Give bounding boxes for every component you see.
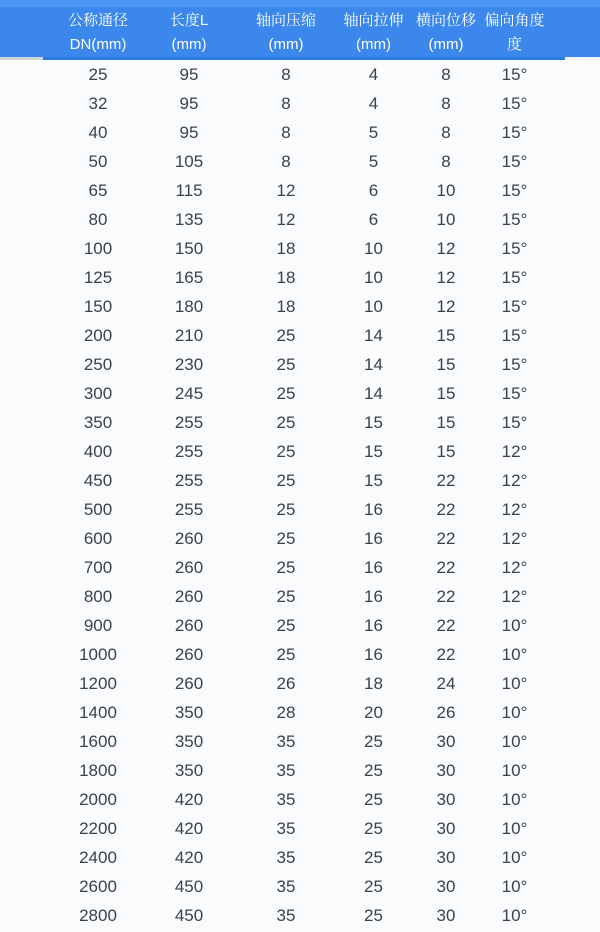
cell-length-l: 450 — [174, 876, 204, 896]
cell-deflection-angle: 15° — [501, 296, 528, 316]
table-row — [53, 582, 547, 611]
cell-axial-compression: 25 — [276, 528, 296, 548]
cell-lateral-displacement: 8 — [441, 151, 451, 171]
cell-nominal-diameter: 400 — [83, 441, 113, 461]
cell-axial-compression: 25 — [276, 325, 296, 345]
table-row — [53, 872, 547, 901]
cell-axial-compression: 25 — [276, 354, 296, 374]
table-row — [53, 292, 547, 321]
cell-deflection-angle: 12° — [501, 586, 528, 606]
table-row — [53, 756, 547, 785]
table-row — [53, 321, 547, 350]
table-row — [53, 118, 547, 147]
column-header-label: 横向位移 — [415, 12, 476, 29]
cell-deflection-angle: 15° — [501, 122, 528, 142]
cell-axial-compression: 12 — [276, 180, 296, 200]
spec-table — [53, 0, 547, 930]
cell-axial-compression: 12 — [276, 209, 296, 229]
cell-deflection-angle: 10° — [501, 818, 528, 838]
column-header-label: 轴向压缩 — [255, 12, 316, 29]
column-header-length-l — [143, 0, 235, 60]
cell-nominal-diameter: 1200 — [79, 673, 117, 693]
cell-axial-tension: 20 — [364, 702, 383, 722]
cell-lateral-displacement: 30 — [436, 876, 456, 896]
column-header-unit: 度 — [506, 36, 522, 53]
header-right-notch — [565, 57, 600, 60]
cell-deflection-angle: 12° — [501, 499, 528, 519]
column-header-unit: DN(mm) — [69, 36, 127, 53]
cell-nominal-diameter: 2400 — [79, 847, 117, 867]
cell-nominal-diameter: 1000 — [79, 644, 117, 664]
cell-axial-compression: 8 — [281, 122, 291, 142]
cell-length-l: 350 — [174, 760, 204, 780]
cell-deflection-angle: 12° — [501, 441, 528, 461]
cell-axial-tension: 16 — [364, 557, 383, 577]
cell-axial-compression: 26 — [276, 673, 296, 693]
cell-lateral-displacement: 15 — [436, 325, 456, 345]
table-header — [53, 0, 547, 60]
cell-deflection-angle: 10° — [501, 644, 528, 664]
cell-lateral-displacement: 15 — [436, 441, 456, 461]
cell-nominal-diameter: 2600 — [79, 876, 117, 896]
cell-axial-tension: 25 — [364, 876, 383, 896]
table-row — [53, 263, 547, 292]
table-row — [53, 437, 547, 466]
table-row — [53, 785, 547, 814]
cell-axial-tension: 25 — [364, 760, 383, 780]
table-row — [53, 640, 547, 669]
cell-axial-tension: 18 — [364, 673, 383, 693]
cell-deflection-angle: 15° — [501, 180, 528, 200]
cell-nominal-diameter: 2800 — [79, 905, 117, 925]
cell-axial-compression: 25 — [276, 383, 296, 403]
table-row — [53, 466, 547, 495]
cell-axial-compression: 28 — [276, 702, 296, 722]
cell-axial-compression: 25 — [276, 615, 296, 635]
cell-length-l: 95 — [179, 64, 199, 84]
cell-lateral-displacement: 12 — [436, 296, 456, 316]
cell-deflection-angle: 10° — [501, 615, 528, 635]
cell-length-l: 165 — [174, 267, 204, 287]
table-row — [53, 147, 547, 176]
cell-length-l: 115 — [175, 180, 203, 200]
cell-axial-tension: 5 — [368, 151, 379, 171]
cell-lateral-displacement: 15 — [436, 383, 456, 403]
table-row — [53, 814, 547, 843]
cell-nominal-diameter: 1400 — [79, 702, 117, 722]
cell-axial-tension: 15 — [364, 470, 383, 490]
cell-axial-compression: 18 — [276, 238, 296, 258]
cell-axial-tension: 25 — [364, 789, 383, 809]
cell-deflection-angle: 15° — [501, 354, 528, 374]
cell-nominal-diameter: 40 — [88, 122, 108, 142]
cell-deflection-angle: 10° — [501, 905, 528, 925]
cell-deflection-angle: 15° — [501, 383, 528, 403]
cell-lateral-displacement: 12 — [436, 238, 456, 258]
cell-deflection-angle: 15° — [501, 209, 528, 229]
cell-lateral-displacement: 24 — [436, 673, 456, 693]
table-row — [53, 89, 547, 118]
cell-nominal-diameter: 25 — [88, 64, 108, 84]
cell-length-l: 255 — [174, 499, 204, 519]
cell-nominal-diameter: 65 — [88, 180, 108, 200]
cell-deflection-angle: 15° — [501, 325, 528, 345]
table-row — [53, 495, 547, 524]
cell-length-l: 135 — [174, 209, 204, 229]
cell-axial-compression: 25 — [276, 441, 296, 461]
cell-axial-tension: 15 — [364, 441, 383, 461]
cell-length-l: 350 — [174, 731, 204, 751]
table-row — [53, 843, 547, 872]
table-row — [53, 524, 547, 553]
cell-nominal-diameter: 100 — [83, 238, 113, 258]
cell-length-l: 420 — [174, 818, 204, 838]
cell-nominal-diameter: 700 — [83, 557, 113, 577]
cell-deflection-angle: 10° — [501, 731, 528, 751]
cell-axial-tension: 14 — [364, 354, 383, 374]
table-row — [53, 553, 547, 582]
cell-deflection-angle: 15° — [501, 93, 528, 113]
cell-deflection-angle: 12° — [501, 528, 528, 548]
cell-nominal-diameter: 1600 — [79, 731, 117, 751]
column-header-label: 轴向拉伸 — [343, 12, 404, 29]
cell-axial-tension: 25 — [364, 731, 383, 751]
table-row — [53, 727, 547, 756]
cell-deflection-angle: 10° — [501, 760, 528, 780]
cell-length-l: 420 — [174, 847, 204, 867]
cell-lateral-displacement: 30 — [436, 818, 456, 838]
cell-nominal-diameter: 1800 — [79, 760, 117, 780]
table-row — [53, 611, 547, 640]
cell-nominal-diameter: 150 — [83, 296, 113, 316]
cell-lateral-displacement: 30 — [436, 905, 456, 925]
cell-nominal-diameter: 900 — [83, 615, 113, 635]
cell-axial-compression: 25 — [276, 412, 296, 432]
cell-axial-tension: 6 — [368, 180, 379, 200]
column-header-axial-compression — [235, 0, 337, 60]
cell-lateral-displacement: 30 — [436, 731, 456, 751]
cell-length-l: 260 — [174, 528, 204, 548]
cell-lateral-displacement: 8 — [441, 93, 451, 113]
table-body — [53, 60, 547, 930]
table-row — [53, 234, 547, 263]
cell-lateral-displacement: 15 — [436, 412, 456, 432]
cell-lateral-displacement: 26 — [436, 702, 456, 722]
cell-deflection-angle: 12° — [501, 470, 528, 490]
cell-axial-tension: 16 — [364, 644, 383, 664]
cell-deflection-angle: 10° — [501, 847, 528, 867]
cell-lateral-displacement: 22 — [436, 470, 456, 490]
cell-axial-tension: 25 — [364, 905, 383, 925]
table-row — [53, 350, 547, 379]
cell-axial-tension: 16 — [364, 615, 383, 635]
cell-lateral-displacement: 10 — [436, 209, 456, 229]
cell-axial-tension: 10 — [364, 238, 383, 258]
cell-nominal-diameter: 500 — [83, 499, 113, 519]
cell-length-l: 245 — [174, 383, 204, 403]
cell-length-l: 350 — [174, 702, 204, 722]
cell-length-l: 150 — [174, 238, 204, 258]
cell-axial-tension: 10 — [364, 296, 383, 316]
cell-axial-compression: 25 — [276, 644, 296, 664]
column-header-unit: (mm) — [171, 36, 207, 53]
cell-nominal-diameter: 450 — [83, 470, 113, 490]
header-left-notch — [0, 57, 43, 60]
cell-nominal-diameter: 600 — [83, 528, 113, 548]
cell-axial-tension: 16 — [364, 499, 383, 519]
cell-axial-compression: 25 — [276, 557, 296, 577]
column-header-label: 偏向角度 — [484, 12, 545, 29]
cell-nominal-diameter: 800 — [83, 586, 113, 606]
cell-lateral-displacement: 15 — [436, 354, 456, 374]
cell-deflection-angle: 12° — [501, 557, 528, 577]
cell-nominal-diameter: 350 — [83, 412, 113, 432]
column-header-axial-tension — [337, 0, 410, 60]
cell-length-l: 260 — [174, 557, 204, 577]
cell-axial-compression: 35 — [276, 818, 296, 838]
cell-deflection-angle: 10° — [501, 702, 528, 722]
cell-lateral-displacement: 30 — [436, 789, 456, 809]
cell-axial-tension: 5 — [368, 122, 379, 142]
cell-axial-compression: 35 — [276, 789, 296, 809]
cell-lateral-displacement: 12 — [436, 267, 456, 287]
cell-axial-compression: 18 — [276, 296, 296, 316]
cell-deflection-angle: 15° — [501, 238, 528, 258]
cell-axial-tension: 4 — [368, 64, 379, 84]
cell-axial-tension: 16 — [364, 586, 383, 606]
cell-length-l: 105 — [174, 151, 204, 171]
cell-axial-tension: 4 — [368, 93, 379, 113]
column-header-unit: (mm) — [356, 36, 391, 53]
table-row — [53, 669, 547, 698]
cell-lateral-displacement: 22 — [436, 644, 456, 664]
cell-length-l: 95 — [179, 122, 199, 142]
cell-deflection-angle: 10° — [501, 673, 528, 693]
cell-lateral-displacement: 22 — [436, 586, 456, 606]
cell-length-l: 95 — [179, 93, 199, 113]
cell-nominal-diameter: 2000 — [79, 789, 117, 809]
cell-length-l: 260 — [174, 673, 204, 693]
cell-axial-compression: 35 — [276, 905, 296, 925]
cell-axial-tension: 25 — [364, 818, 383, 838]
cell-axial-tension: 10 — [364, 267, 383, 287]
cell-length-l: 180 — [174, 296, 204, 316]
column-header-nominal-diameter — [53, 0, 143, 60]
cell-length-l: 210 — [174, 325, 204, 345]
cell-nominal-diameter: 125 — [83, 267, 113, 287]
cell-axial-compression: 35 — [276, 731, 296, 751]
cell-nominal-diameter: 80 — [88, 209, 108, 229]
cell-nominal-diameter: 50 — [88, 151, 108, 171]
cell-length-l: 260 — [174, 615, 204, 635]
cell-axial-compression: 18 — [276, 267, 296, 287]
cell-length-l: 450 — [174, 905, 204, 925]
table-row — [53, 901, 547, 930]
column-header-label: 长度L — [169, 12, 209, 29]
cell-deflection-angle: 15° — [501, 64, 528, 84]
cell-axial-tension: 16 — [364, 528, 383, 548]
cell-lateral-displacement: 8 — [441, 122, 451, 142]
cell-deflection-angle: 15° — [501, 412, 528, 432]
cell-axial-compression: 25 — [276, 499, 296, 519]
cell-axial-compression: 8 — [281, 151, 291, 171]
column-header-unit: (mm) — [428, 36, 464, 53]
column-header-unit: (mm) — [268, 36, 304, 53]
table-row — [53, 60, 547, 89]
cell-length-l: 420 — [174, 789, 204, 809]
cell-nominal-diameter: 32 — [88, 93, 108, 113]
cell-nominal-diameter: 2200 — [79, 818, 117, 838]
cell-length-l: 255 — [174, 412, 204, 432]
cell-deflection-angle: 10° — [501, 789, 528, 809]
column-header-lateral-displacement — [410, 0, 482, 60]
cell-axial-compression: 35 — [276, 760, 296, 780]
cell-length-l: 255 — [174, 470, 204, 490]
cell-nominal-diameter: 300 — [83, 383, 113, 403]
cell-axial-compression: 8 — [281, 93, 291, 113]
cell-lateral-displacement: 22 — [436, 557, 456, 577]
cell-axial-compression: 25 — [276, 586, 296, 606]
table-row — [53, 379, 547, 408]
cell-nominal-diameter: 250 — [83, 354, 113, 374]
cell-axial-compression: 8 — [281, 64, 291, 84]
cell-lateral-displacement: 10 — [436, 180, 456, 200]
cell-axial-tension: 15 — [364, 412, 383, 432]
cell-deflection-angle: 15° — [501, 151, 528, 171]
cell-lateral-displacement: 30 — [436, 847, 456, 867]
cell-lateral-displacement: 22 — [436, 528, 456, 548]
table-header-row — [53, 0, 547, 60]
cell-deflection-angle: 15° — [501, 267, 528, 287]
cell-length-l: 255 — [174, 441, 204, 461]
table-row — [53, 408, 547, 437]
cell-length-l: 230 — [174, 354, 204, 374]
table-row — [53, 698, 547, 727]
cell-deflection-angle: 10° — [501, 876, 528, 896]
cell-length-l: 260 — [174, 644, 204, 664]
table-row — [53, 176, 547, 205]
cell-axial-compression: 35 — [276, 847, 296, 867]
table-row — [53, 205, 547, 234]
cell-axial-tension: 25 — [364, 847, 383, 867]
cell-length-l: 260 — [174, 586, 204, 606]
cell-axial-tension: 14 — [364, 325, 383, 345]
cell-lateral-displacement: 22 — [436, 499, 456, 519]
cell-axial-compression: 35 — [276, 876, 296, 896]
cell-lateral-displacement: 8 — [441, 64, 451, 84]
column-header-label: 公称通径 — [67, 12, 128, 29]
cell-axial-tension: 6 — [368, 209, 379, 229]
column-header-deflection-angle — [482, 0, 547, 60]
cell-nominal-diameter: 200 — [83, 325, 113, 345]
cell-lateral-displacement: 22 — [436, 615, 456, 635]
cell-axial-compression: 25 — [276, 470, 296, 490]
cell-lateral-displacement: 30 — [436, 760, 456, 780]
cell-axial-tension: 14 — [364, 383, 383, 403]
